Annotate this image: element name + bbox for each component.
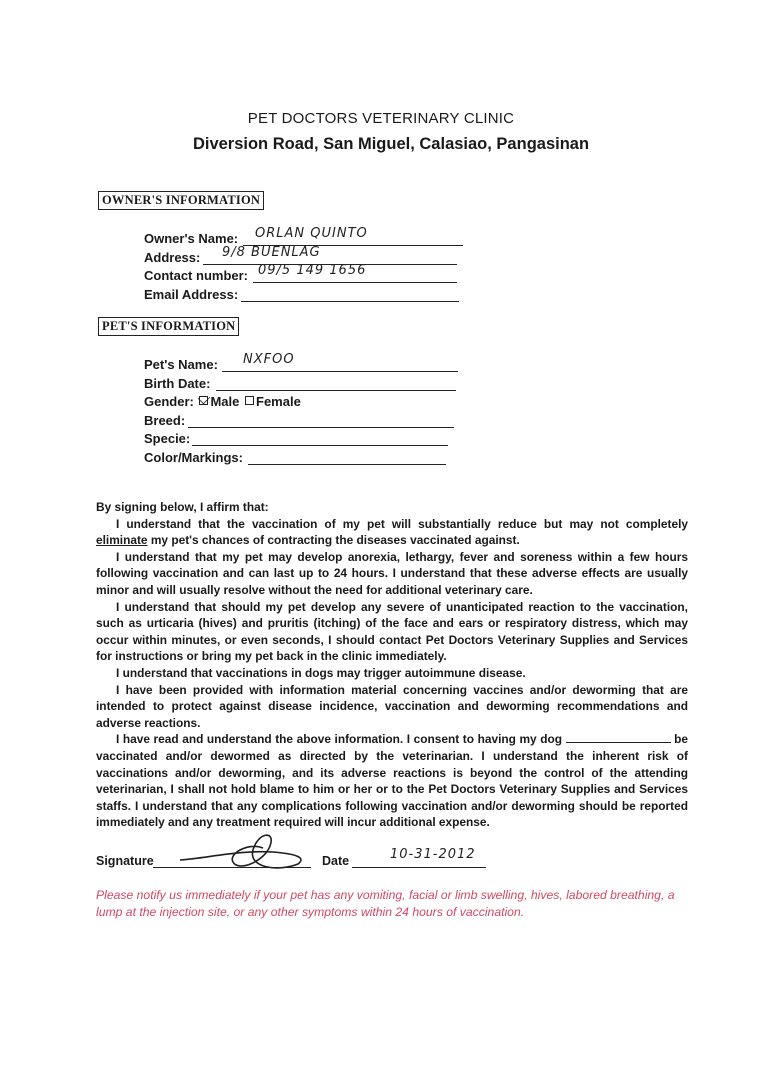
consent-paragraph-3: I understand that should my pet develop any severe of unanticipated reaction to the vaccination, such as urticaria (hives) and pruritis (itching) of the face and ears or respiratory distress, which may occur within minutes, or even seconds, I should contact Pet Doctors Veterinary Supplies and Services for instructions or bring my pet back in the clinic immediately. [96, 599, 688, 664]
breed-label: Breed: [144, 413, 186, 428]
breed-field[interactable] [188, 411, 454, 428]
pet-name-value: NXFOO [243, 352, 295, 367]
gender-label: Gender: [144, 394, 194, 409]
contact-number-value: 09/5 149 1656 [258, 263, 367, 278]
female-checkbox[interactable] [245, 396, 254, 405]
dog-name-blank[interactable] [566, 732, 671, 743]
female-label: Female [256, 394, 301, 409]
specie-label: Specie: [144, 431, 191, 446]
date-value: 10-31-2012 [390, 847, 476, 862]
male-label: Male [210, 394, 240, 409]
consent-paragraph-1: I understand that the vaccination of my pet will substantially reduce but may not completely eliminate my pet's chances of contracting the diseases vaccinated against. [96, 516, 688, 548]
color-markings-label: Color/Markings: [144, 450, 243, 465]
male-checkbox[interactable] [199, 396, 208, 405]
specie-field[interactable] [192, 429, 448, 446]
pet-name-label: Pet's Name: [144, 357, 218, 372]
owner-name-label: Owner's Name: [144, 231, 239, 246]
consent-text [96, 499, 688, 831]
underlined-word: eliminate [96, 533, 148, 548]
email-label: Email Address: [144, 287, 239, 302]
date-label: Date [322, 854, 350, 868]
signature-scribble [178, 828, 313, 876]
email-field[interactable] [241, 285, 459, 302]
contact-number-label: Contact number: [144, 268, 248, 283]
owner-section-title: OWNER'S INFORMATION [98, 191, 264, 210]
birth-date-field[interactable] [216, 374, 456, 391]
clinic-name: PET DOCTORS VETERINARY CLINIC [247, 110, 515, 127]
consent-paragraph-5: I have been provided with information material concerning vaccines and/or deworming that are intended to protect against disease incidence, vaccination and deworming recommendations and adverse reactions. [96, 682, 688, 730]
clinic-address: Diversion Road, San Miguel, Calasiao, Pangasinan [192, 135, 590, 153]
birth-date-label: Birth Date: [144, 376, 211, 391]
pet-section-title: PET'S INFORMATION [98, 317, 239, 336]
signature-label: Signature [96, 854, 154, 868]
owner-name-value: ORLAN QUINTO [255, 226, 368, 241]
owner-address-label: Address: [144, 250, 201, 265]
consent-intro: By signing below, I affirm that: [96, 500, 269, 514]
gender-row [144, 394, 301, 409]
owner-address-value: 9/8 BUENLAG [222, 245, 321, 260]
color-markings-field[interactable] [248, 448, 446, 465]
consent-paragraph-4: I understand that vaccinations in dogs may trigger autoimmune disease. [116, 665, 526, 680]
consent-paragraph-6: I have read and understand the above information. I consent to having my dog be vaccinated and/or dewormed as directed by the veterinarian. I understand the inherent risk of vaccinations and/or deworming, and its adverse reactions is beyond the control of the attending veterinarian, I shall not hold blame to him or her or to the Pet Doctors Veterinary Supplies and Services staffs. I understand that any complications following vaccination and/or deworming should be reported immediately and any treatment required will incur additional expense. [96, 732, 688, 830]
footer-note: Please notify us immediately if your pet has any vomiting, facial or limb swelling, hives, labored breathing, a lump at the injection site, or any other symptoms within 24 hours of vaccination. [96, 888, 675, 919]
consent-paragraph-2: I understand that my pet may develop anorexia, lethargy, fever and soreness within a few hours following vaccination and can last up to 24 hours. I understand that these adverse effects are usually minor and will usually resolve without the need for additional veterinary care. [96, 549, 688, 597]
